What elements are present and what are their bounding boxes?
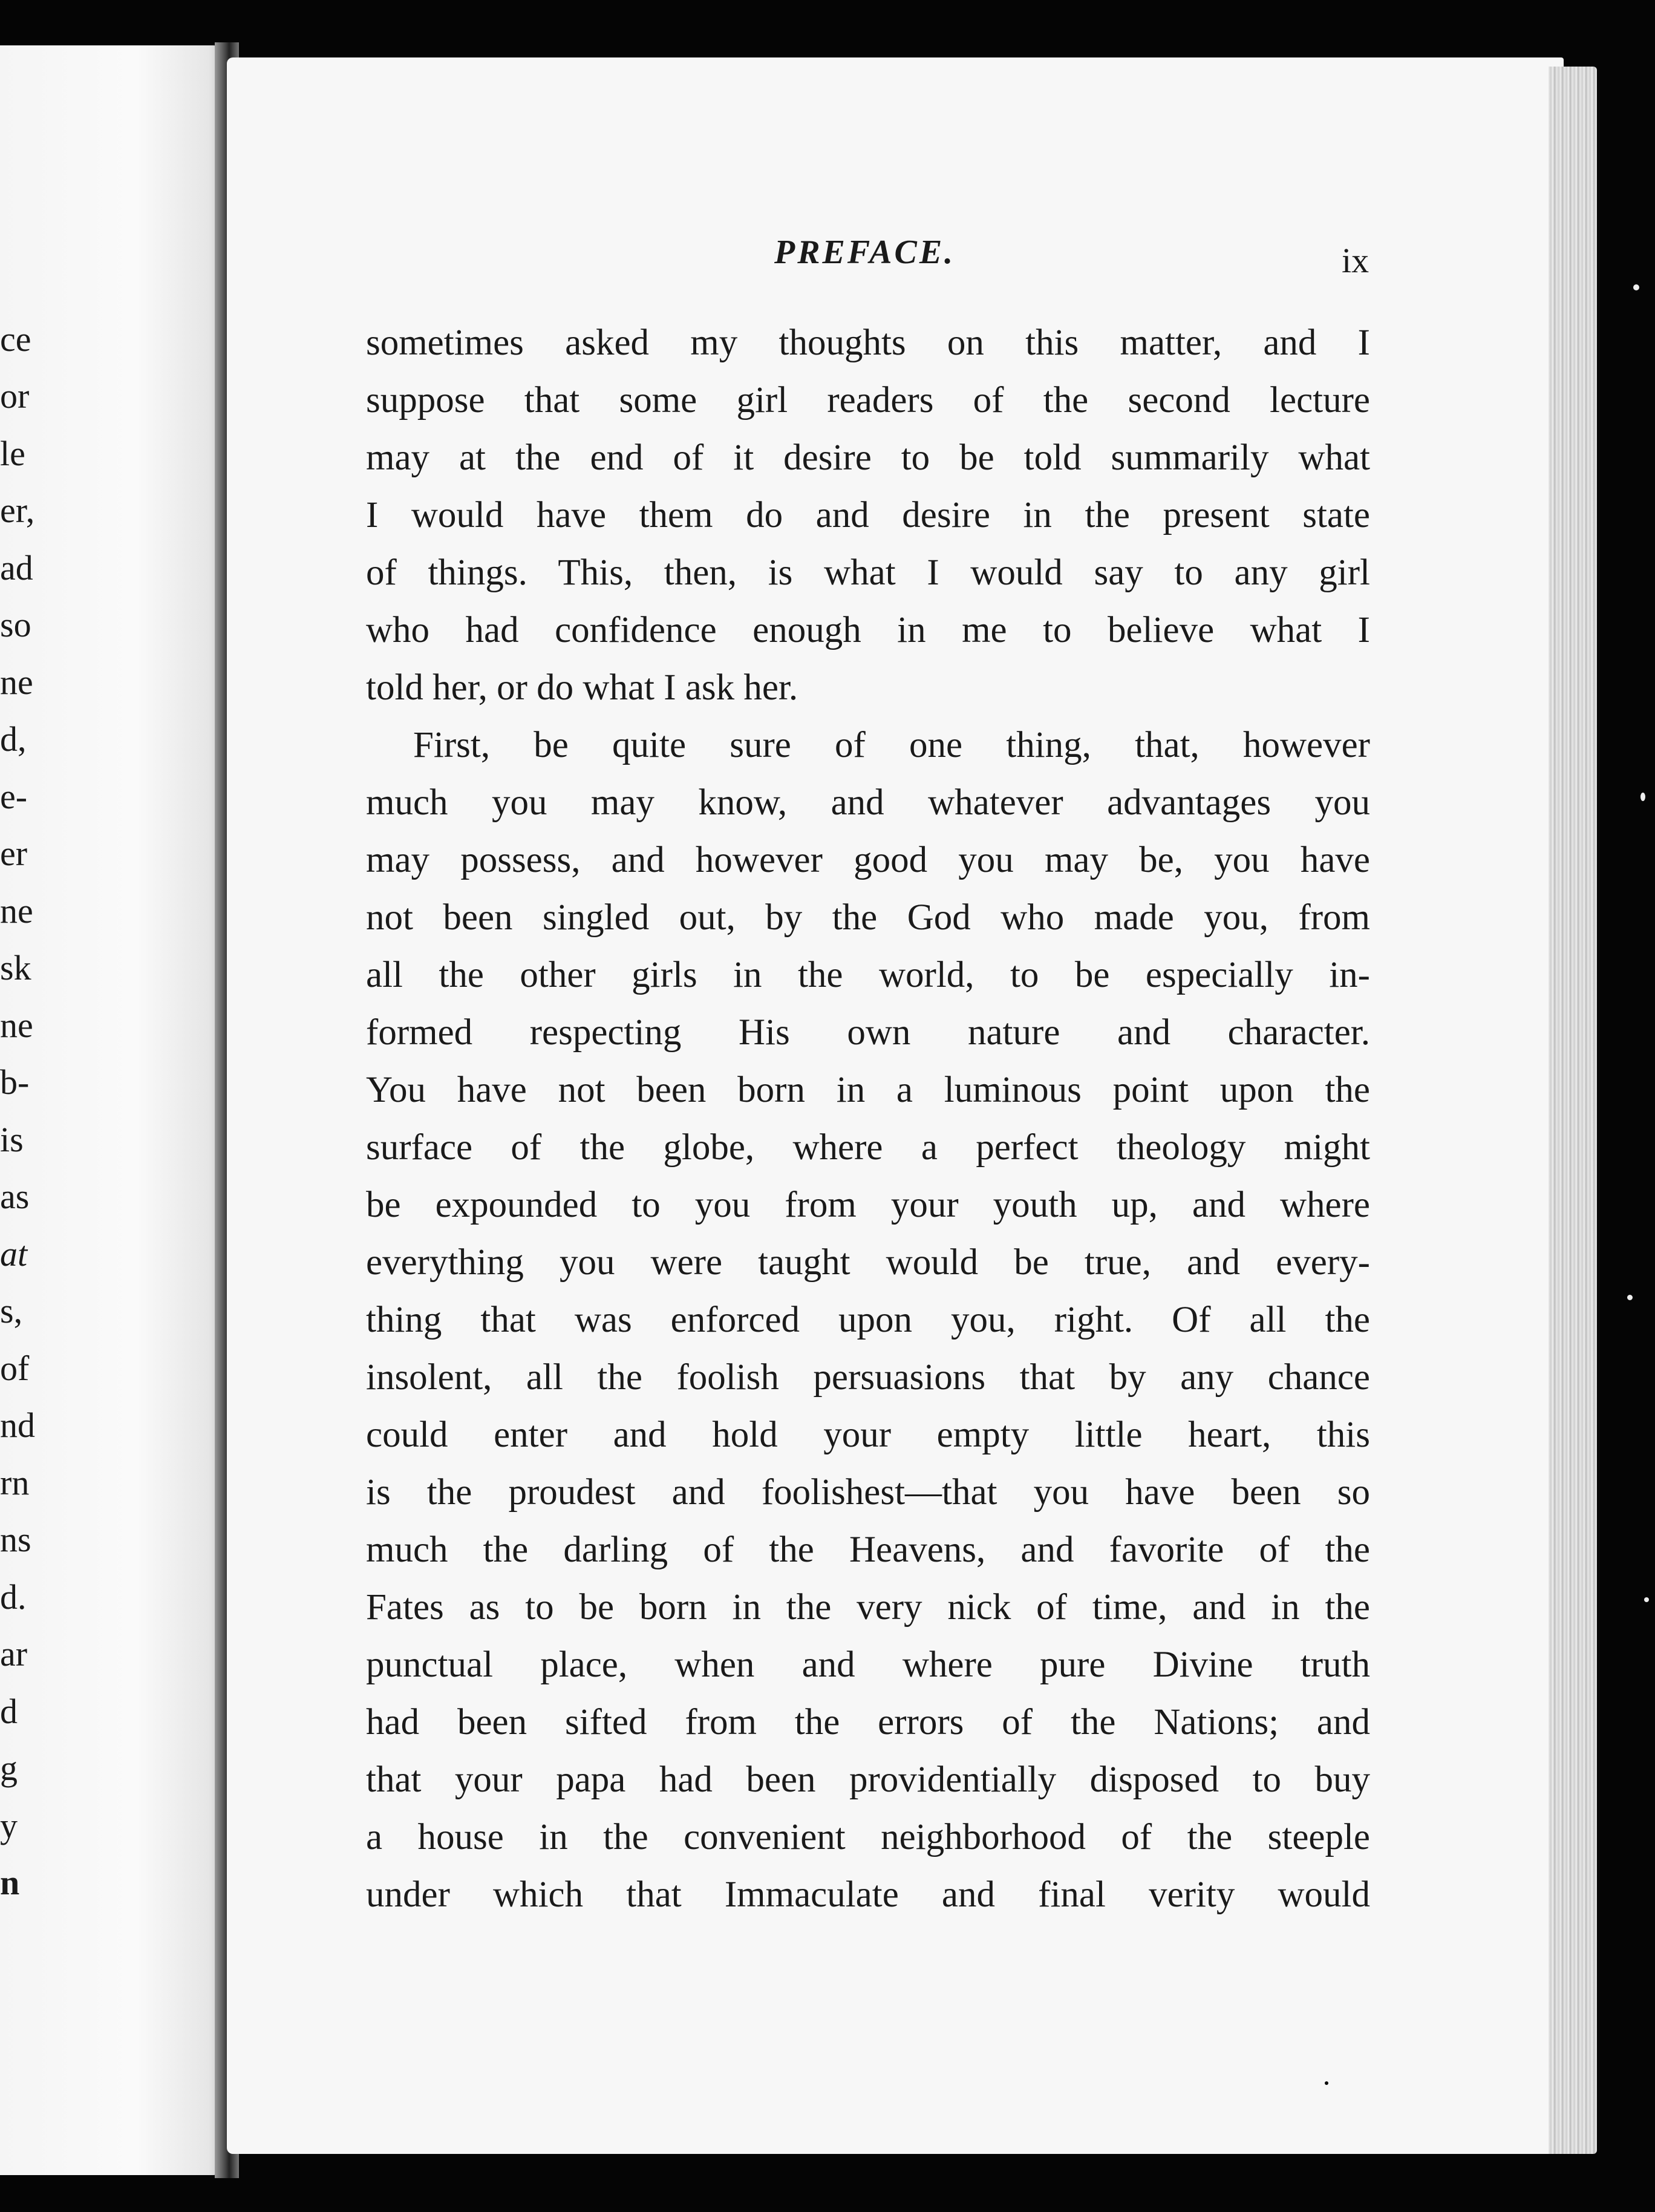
text-line: had been sifted from the errors of the Nations; and xyxy=(366,1702,1370,1742)
facing-page-fragment: er, xyxy=(0,491,35,530)
facing-page-fragment: ns xyxy=(0,1520,31,1559)
text-line: told her, or do what I ask her. xyxy=(366,667,798,708)
dust-speck xyxy=(1627,1295,1633,1300)
facing-page-fragment: rn xyxy=(0,1463,30,1502)
dust-speck xyxy=(1325,2081,1328,2085)
text-line: suppose that some girl readers of the second lecture xyxy=(366,380,1370,420)
facing-page-fragment: y xyxy=(0,1806,18,1845)
facing-page-fragment: d, xyxy=(0,719,27,759)
text-line: Fates as to be born in the very nick of time, and in the xyxy=(366,1587,1370,1628)
facing-page-fragment: ar xyxy=(0,1634,28,1674)
facing-page-fragment: ne xyxy=(0,891,33,931)
text-line: a house in the convenient neighborhood of the steeple xyxy=(366,1817,1370,1857)
text-line: thing that was enforced upon you, right. Of all the xyxy=(366,1300,1370,1340)
facing-page-fragment: nd xyxy=(0,1405,35,1445)
facing-page-fragment: sk xyxy=(0,948,31,987)
text-line: You have not been born in a luminous point upon the xyxy=(366,1070,1370,1110)
facing-page-fragment: so xyxy=(0,605,31,644)
text-line: could enter and hold your empty little heart, this xyxy=(366,1415,1370,1455)
text-line: under which that Immaculate and final verity would xyxy=(366,1874,1370,1915)
text-line: everything you were taught would be true, and every- xyxy=(366,1242,1370,1283)
facing-page-fragment: le xyxy=(0,434,25,473)
facing-page-fragment: ne xyxy=(0,663,33,702)
text-line: much you may know, and whatever advantages you xyxy=(366,782,1370,823)
text-line: be expounded to you from your youth up, and where xyxy=(366,1185,1370,1225)
text-line: who had confidence enough in me to believe what I xyxy=(366,610,1370,650)
facing-page-fragment: is xyxy=(0,1120,24,1159)
text-line: formed respecting His own nature and character. xyxy=(366,1012,1370,1053)
text-line: may possess, and however good you may be, you have xyxy=(366,840,1370,880)
text-line: of things. This, then, is what I would say to any girl xyxy=(366,552,1370,593)
page-number: ix xyxy=(1342,241,1369,280)
facing-page-fragment: at xyxy=(0,1234,28,1274)
facing-page-fragment: or xyxy=(0,376,30,416)
facing-page-fragment: e- xyxy=(0,777,28,816)
facing-page-fragment: d. xyxy=(0,1577,27,1617)
text-line: I would have them do and desire in the present state xyxy=(366,495,1370,535)
facing-page-fragment: ne xyxy=(0,1006,33,1045)
facing-page-fragment: g xyxy=(0,1749,18,1788)
text-line: that your papa had been providentially disposed to buy xyxy=(366,1759,1370,1800)
facing-page-fragment: of xyxy=(0,1349,30,1388)
facing-page xyxy=(0,45,227,2175)
text-line: all the other girls in the world, to be especially in- xyxy=(366,955,1370,995)
facing-page-fragment: b- xyxy=(0,1062,30,1102)
page-edges xyxy=(1549,67,1597,2154)
facing-page-fragment: n xyxy=(0,1863,20,1902)
text-line: insolent, all the foolish persuasions that by any chance xyxy=(366,1357,1370,1398)
facing-page-fragment: s, xyxy=(0,1291,23,1330)
text-line: sometimes asked my thoughts on this matter, and I xyxy=(366,322,1370,363)
text-line: may at the end of it desire to be told summarily what xyxy=(366,437,1370,478)
text-line: First, be quite sure of one thing, that, however xyxy=(413,725,1370,765)
facing-page-fragment: ad xyxy=(0,548,33,587)
text-line: is the proudest and foolishest—that you have been so xyxy=(366,1472,1370,1513)
text-line: much the darling of the Heavens, and favorite of the xyxy=(366,1530,1370,1570)
dust-speck xyxy=(1644,1597,1649,1602)
text-line: punctual place, when and where pure Divine truth xyxy=(366,1644,1370,1685)
facing-page-fragment: er xyxy=(0,834,28,873)
facing-page-fragment: d xyxy=(0,1692,18,1731)
facing-page-fragment: as xyxy=(0,1177,30,1216)
facing-page-fragment: ce xyxy=(0,319,31,359)
dust-speck xyxy=(1633,284,1639,290)
text-line: not been singled out, by the God who made you, from xyxy=(366,897,1370,938)
dust-speck xyxy=(1640,793,1645,801)
text-line: surface of the globe, where a perfect theology might xyxy=(366,1127,1370,1168)
running-head: PREFACE. xyxy=(774,234,956,271)
